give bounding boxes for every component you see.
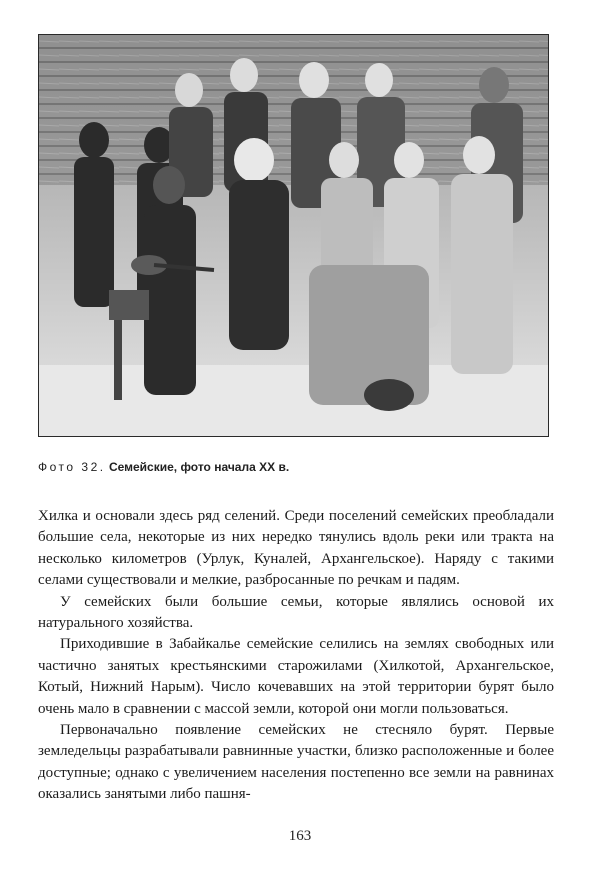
paragraph: Приходившие в Забайкалье семейские селились на землях свободных или частично занятых крестьянскими старожилами (Хилкотой, Архангельское, Котый, Нижний Нарым). Число кочевавших на этой территории бурят было очень мало в сравнении с массой земли, которой они могли пользоваться. [38, 636, 554, 717]
body-text [38, 506, 554, 806]
caption-lead: Фото 32. [38, 460, 106, 474]
page-number: 163 [288, 828, 312, 844]
photograph-image [39, 35, 548, 436]
paragraph: Первоначально появление семейских не стесняло бурят. Первые земледельцы разрабатывали равнинные участки, близко расположенные и более доступные; однако с увеличением населения постепенно все земли на равнинах оказались занятыми либо пашня- [38, 722, 554, 803]
caption-text: Семейские, фото начала XX в. [108, 460, 290, 474]
photo-caption [38, 460, 558, 474]
group-photograph [38, 34, 549, 437]
paragraph: У семейских были большие семьи, которые являлись основой их натурального хозяйства. [38, 593, 554, 632]
paragraph: Хилка и основали здесь ряд селений. Среди поселений семейских преобладали большие села, некоторые из них нередко тянулись вдоль реки или тракта на несколько километров (Урлук, Куналей, Архангельское). Наряду с такими селами существовали и мелкие, разбросанные по речкам и падям. [38, 508, 554, 589]
